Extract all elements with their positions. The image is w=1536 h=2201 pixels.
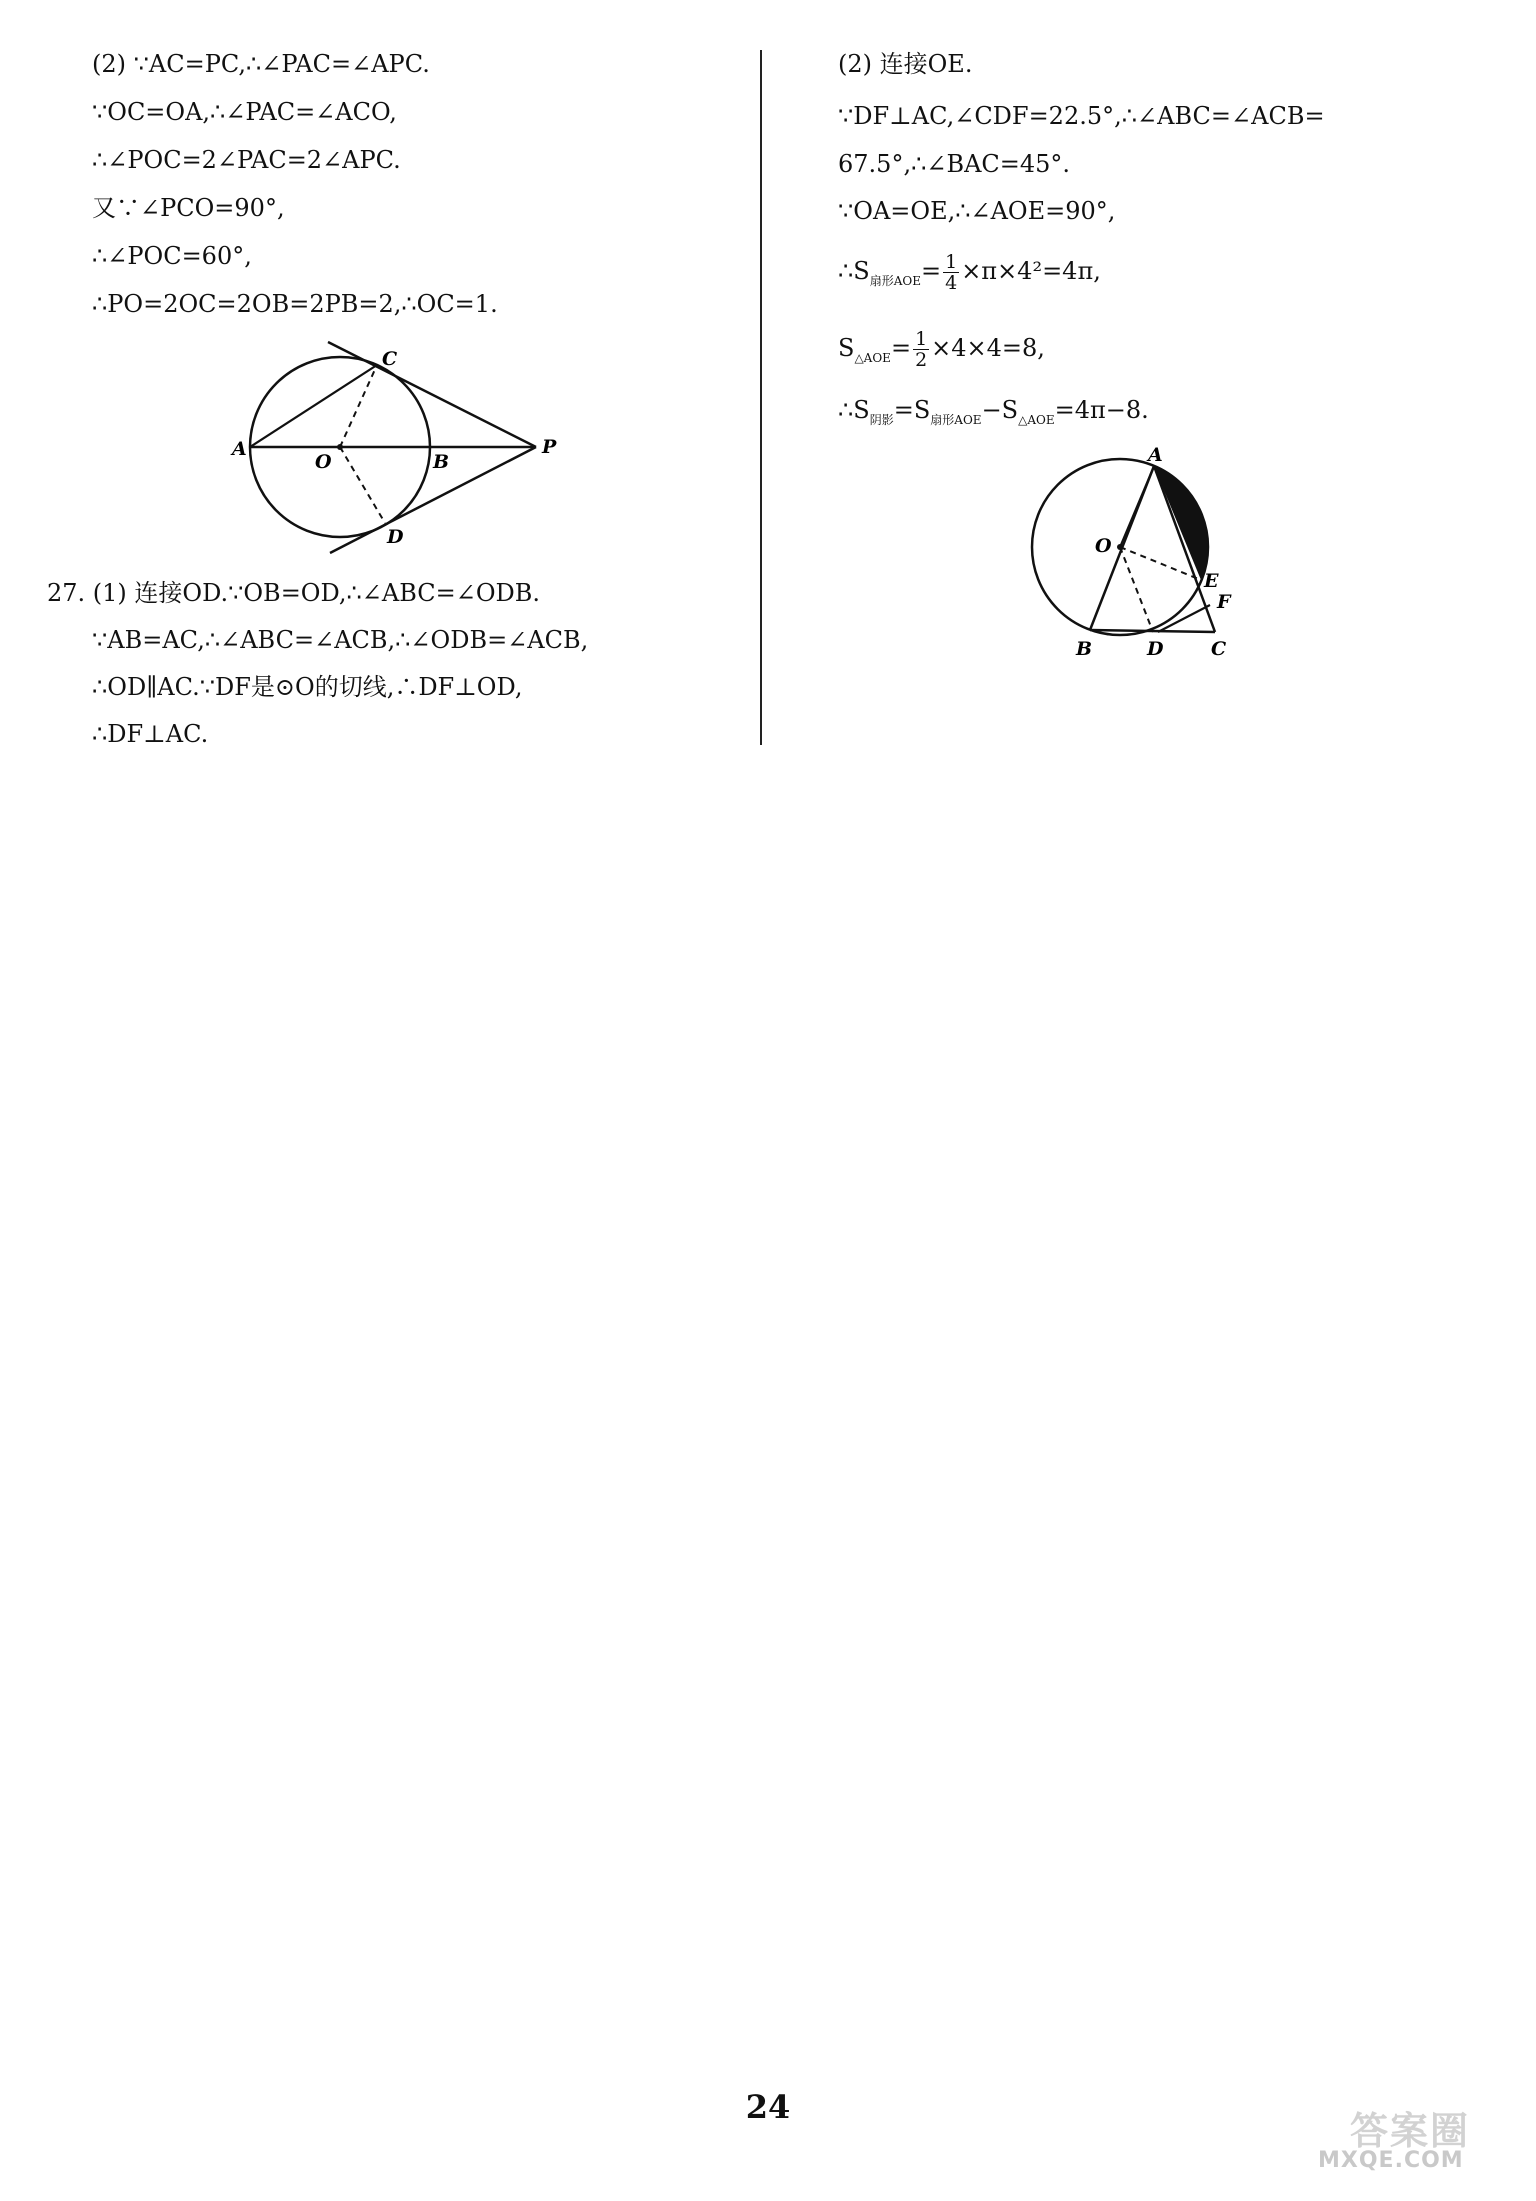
watermark-logo: 答案圈 [1350,2109,1471,2153]
fraction-num: 1 [915,328,928,350]
center-point [1117,544,1123,550]
sector-area-line [838,252,1101,298]
radius-od [340,447,385,523]
left-line-3: ∴∠POC=2∠PAC=2∠APC. [92,146,401,174]
label-e: E [1204,570,1219,592]
q27-line-2: ∵AB=AC,∴∠ABC=∠ACB,∴∠ODB=∠ACB, [92,626,589,654]
sector-prefix: ∴S [838,257,870,285]
left-line-2: ∵OC=OA,∴∠PAC=∠ACO, [92,98,397,126]
label-d: D [1147,638,1164,660]
shaded-area-line [838,393,1149,437]
label-p: P [542,436,557,458]
label-o: O [1095,535,1112,557]
center-point [337,444,343,450]
watermark-url: MXQE.COM [1318,2148,1464,2173]
tri-prefix: S [838,334,855,362]
q27-line-3: ∴OD∥AC.∵DF是⊙O的切线,∴DF⊥OD, [92,673,523,701]
shade-sub2: 扇形AOE [930,412,982,427]
figure-shaded-segment [1020,445,1250,665]
fraction-den: 4 [945,272,958,294]
tri-sub: △AOE [854,350,891,365]
label-f: F [1217,591,1231,613]
shade-rest: =4π−8. [1054,396,1149,424]
fraction-den: 2 [915,349,928,371]
left-line-1: (2) ∵AC=PC,∴∠PAC=∠APC. [92,50,430,78]
q27-line-1: 27. (1) 连接OD.∵OB=OD,∴∠ABC=∠ODB. [47,579,541,607]
page-number: 24 [745,2088,791,2126]
left-line-4: 又∵∠PCO=90°, [92,194,285,222]
sector-sub: 扇形AOE [869,273,921,288]
tri-eq: = [890,334,912,362]
fraction-one-half [913,329,929,370]
label-a: A [232,438,247,460]
tri-rest: ×4×4=8, [931,334,1045,362]
right-line-1: (2) 连接OE. [838,50,973,78]
shade-mid: =S [893,396,931,424]
triangle-area-line [838,329,1045,375]
shade-sub: 阴影 [869,412,894,427]
q27-line-4: ∴DF⊥AC. [92,720,209,748]
label-b: B [433,451,450,473]
label-b: B [1076,638,1093,660]
radius-od [1120,547,1153,632]
sector-rest: ×π×4²=4π, [961,257,1101,285]
tangent-pc [328,342,536,447]
shade-sub3: △AOE [1018,412,1055,427]
label-a: A [1148,445,1163,466]
right-line-2: ∵DF⊥AC,∠CDF=22.5°,∴∠ABC=∠ACB= [838,102,1325,130]
column-divider [760,50,762,745]
sector-eq: = [920,257,942,285]
label-c: C [382,348,398,370]
label-o: O [315,451,332,473]
left-line-6: ∴PO=2OC=2OB=2PB=2,∴OC=1. [92,290,498,318]
shade-prefix: ∴S [838,396,870,424]
left-line-5: ∴∠POC=60°, [92,242,252,270]
right-line-4: ∵OA=OE,∴∠AOE=90°, [838,197,1116,225]
label-c: C [1211,638,1227,660]
right-line-3: 67.5°,∴∠BAC=45°. [838,150,1071,178]
label-d: D [387,526,404,548]
figure-tangent-circle [230,335,560,555]
shade-minus: −S [981,396,1019,424]
fraction-one-quarter [943,252,959,293]
fraction-num: 1 [945,251,958,273]
radius-oa [1120,466,1154,547]
